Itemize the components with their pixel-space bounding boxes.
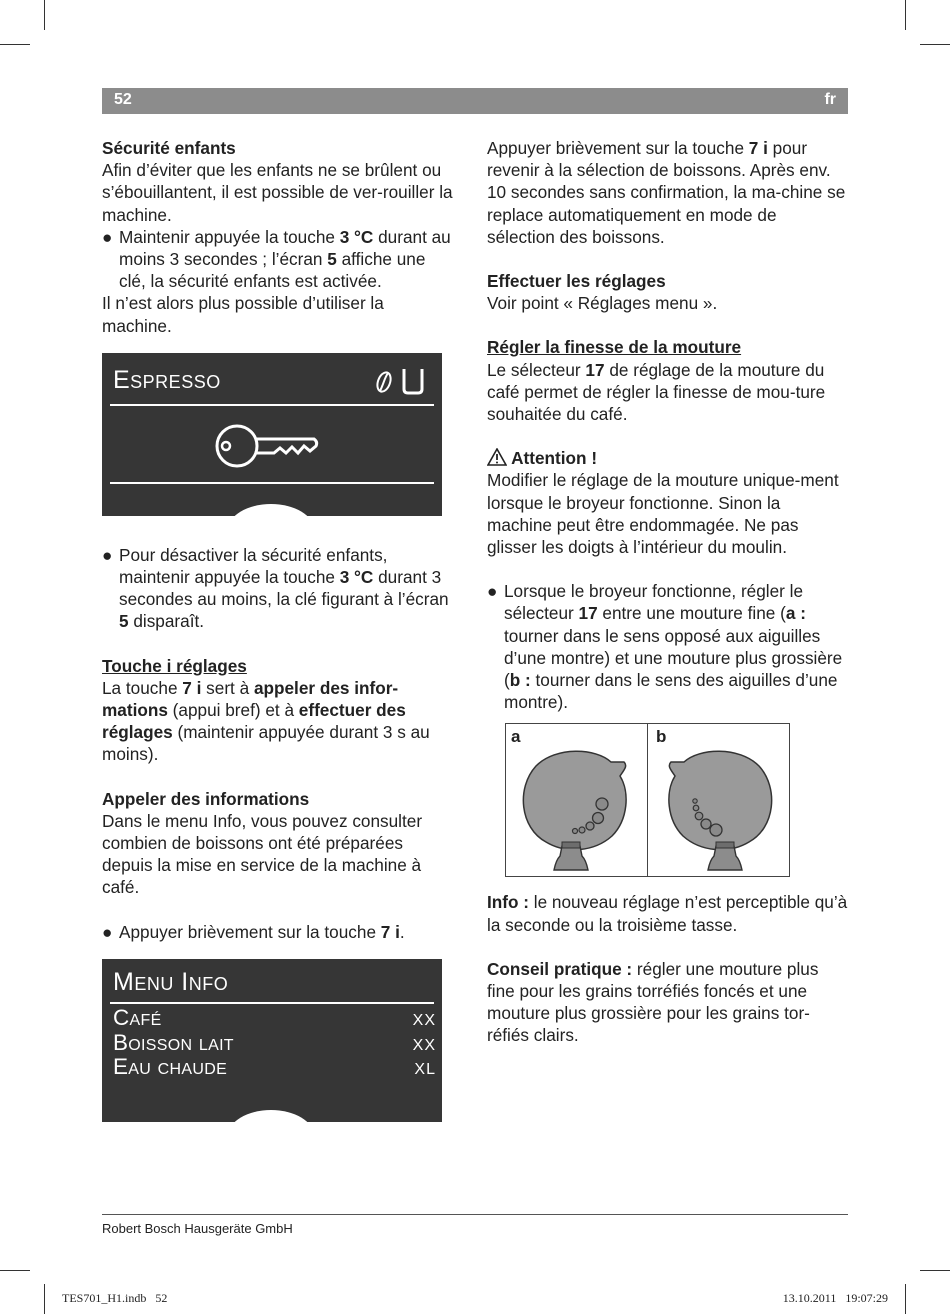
figure-divider — [647, 724, 648, 876]
bullet-icon: ● — [487, 581, 498, 602]
paragraph: Appuyer brièvement sur la touche 7 i pour revenir à la sélection de boissons. Après env. 10 secondes sans confirmation, la ma-chine se replace automatiquement en mode de sélection des boissons. — [487, 138, 846, 247]
touche-paragraph: La touche 7 i sert à appeler des infor-mations (appui bref) et à effectuer des réglages (maintenir appuyée durant 3 s au moins). — [102, 677, 430, 765]
imprint-date: 13.10.2011 19:07:29 — [782, 1291, 888, 1305]
menu-row: Eau chaude xl — [113, 1053, 436, 1079]
crop-mark — [0, 44, 30, 45]
grind-heading: Régler la finesse de la mouture — [487, 337, 742, 358]
bullet-icon: ● — [102, 544, 113, 565]
page-number: 52 — [114, 91, 132, 108]
crop-mark — [44, 0, 45, 30]
language-code: fr — [824, 91, 836, 108]
info-note: Info : le nouveau réglage n’est perceptible qu’à la seconde ou la troisième tasse. — [487, 892, 848, 935]
crop-mark — [920, 1270, 950, 1271]
display-divider — [110, 482, 434, 484]
tip-note: Conseil pratique : régler une mouture plus fine pour les grains torréfiés foncés et une mouture plus grossière pour les grains tor-réfiés clairs. — [487, 958, 819, 1046]
settings-heading: Effectuer les réglages — [487, 271, 666, 292]
bullet-item: ● Pour désactiver la sécurité enfants, maintenir appuyée la touche 3 °C durant 3 secondes au moins, la clé figurant à l’écran 5 disparaît. — [102, 544, 449, 632]
bullet-item: ● Maintenir appuyée la touche 3 °C durant au moins 3 secondes ; l’écran 5 affiche une clé, la sécurité enfants est activée. — [102, 226, 451, 292]
child-lock-heading: Sécurité enfants — [102, 138, 236, 158]
menu-row: Café xx — [113, 1004, 436, 1030]
bullet-icon: ● — [102, 921, 113, 942]
warning-icon — [487, 448, 507, 466]
menu-row: Boisson lait xx — [113, 1029, 436, 1055]
bullet-item: ● Lorsque le broyeur fonctionne, régler le sélecteur 17 entre une mouture fine (a : tourner dans le sens opposé aux aiguilles d’une montre) et une mouture plus grossière (b : tourner dans le sens des aiguilles d’une montre). — [487, 581, 843, 713]
bean-cup-icon — [374, 363, 430, 397]
display-knob — [228, 504, 314, 516]
footer-company: Robert Bosch Hausgeräte GmbH — [102, 1221, 293, 1236]
crop-mark — [44, 1284, 45, 1314]
attention-paragraph: Modifier le réglage de la mouture unique-ment lorsque le broyeur fonctionne. Sinon la machine peut être endommagée. Ne pas glisser les doigts à l’intérieur du moulin. — [487, 470, 839, 558]
bullet-item: ● Appuyer brièvement sur la touche 7 i. — [102, 921, 405, 942]
attention-heading: Attention ! — [487, 447, 849, 469]
display-title: Menu Info — [113, 967, 229, 996]
settings-paragraph: Voir point « Réglages menu ». — [487, 293, 718, 314]
info-paragraph: Dans le menu Info, vous pouvez consulter combien de boissons ont été préparées depuis la mise en service de la machine à café. — [102, 810, 423, 898]
crop-mark — [920, 44, 950, 45]
paragraph: Il n’est alors plus possible d’utiliser la machine. — [102, 293, 384, 336]
crop-mark — [905, 1284, 906, 1314]
child-lock-intro: Afin d’éviter que les enfants ne se brûlent ou s’ébouillantent, il est possible de ver-rouiller la machine. — [102, 160, 453, 225]
page-header — [102, 88, 848, 114]
crop-mark — [905, 0, 906, 30]
display-divider — [110, 1002, 434, 1004]
display-menu-info — [102, 959, 442, 1122]
display-title: Espresso — [113, 365, 221, 394]
grinder-dial-fine-icon — [516, 746, 641, 874]
imprint-file: TES701_H1.indb 52 — [62, 1291, 168, 1305]
display-child-lock — [102, 353, 442, 516]
figure-label-b: b — [656, 727, 667, 747]
right-column — [487, 137, 849, 1047]
touche-heading: Touche i réglages — [102, 655, 247, 676]
bullet-icon: ● — [102, 226, 113, 247]
grind-paragraph: Le sélecteur 17 de réglage de la mouture du café permet de régler la finesse de mou-ture souhaitée du café. — [487, 359, 826, 425]
key-icon — [212, 421, 320, 471]
left-column — [102, 137, 454, 1122]
crop-mark — [0, 1270, 30, 1271]
display-divider — [110, 404, 434, 406]
grinder-figure — [505, 723, 790, 877]
display-knob — [228, 1110, 314, 1122]
info-heading: Appeler des informations — [102, 788, 310, 809]
figure-label-a: a — [511, 727, 521, 747]
grinder-dial-coarse-icon — [654, 746, 779, 874]
footer-divider — [102, 1214, 848, 1215]
